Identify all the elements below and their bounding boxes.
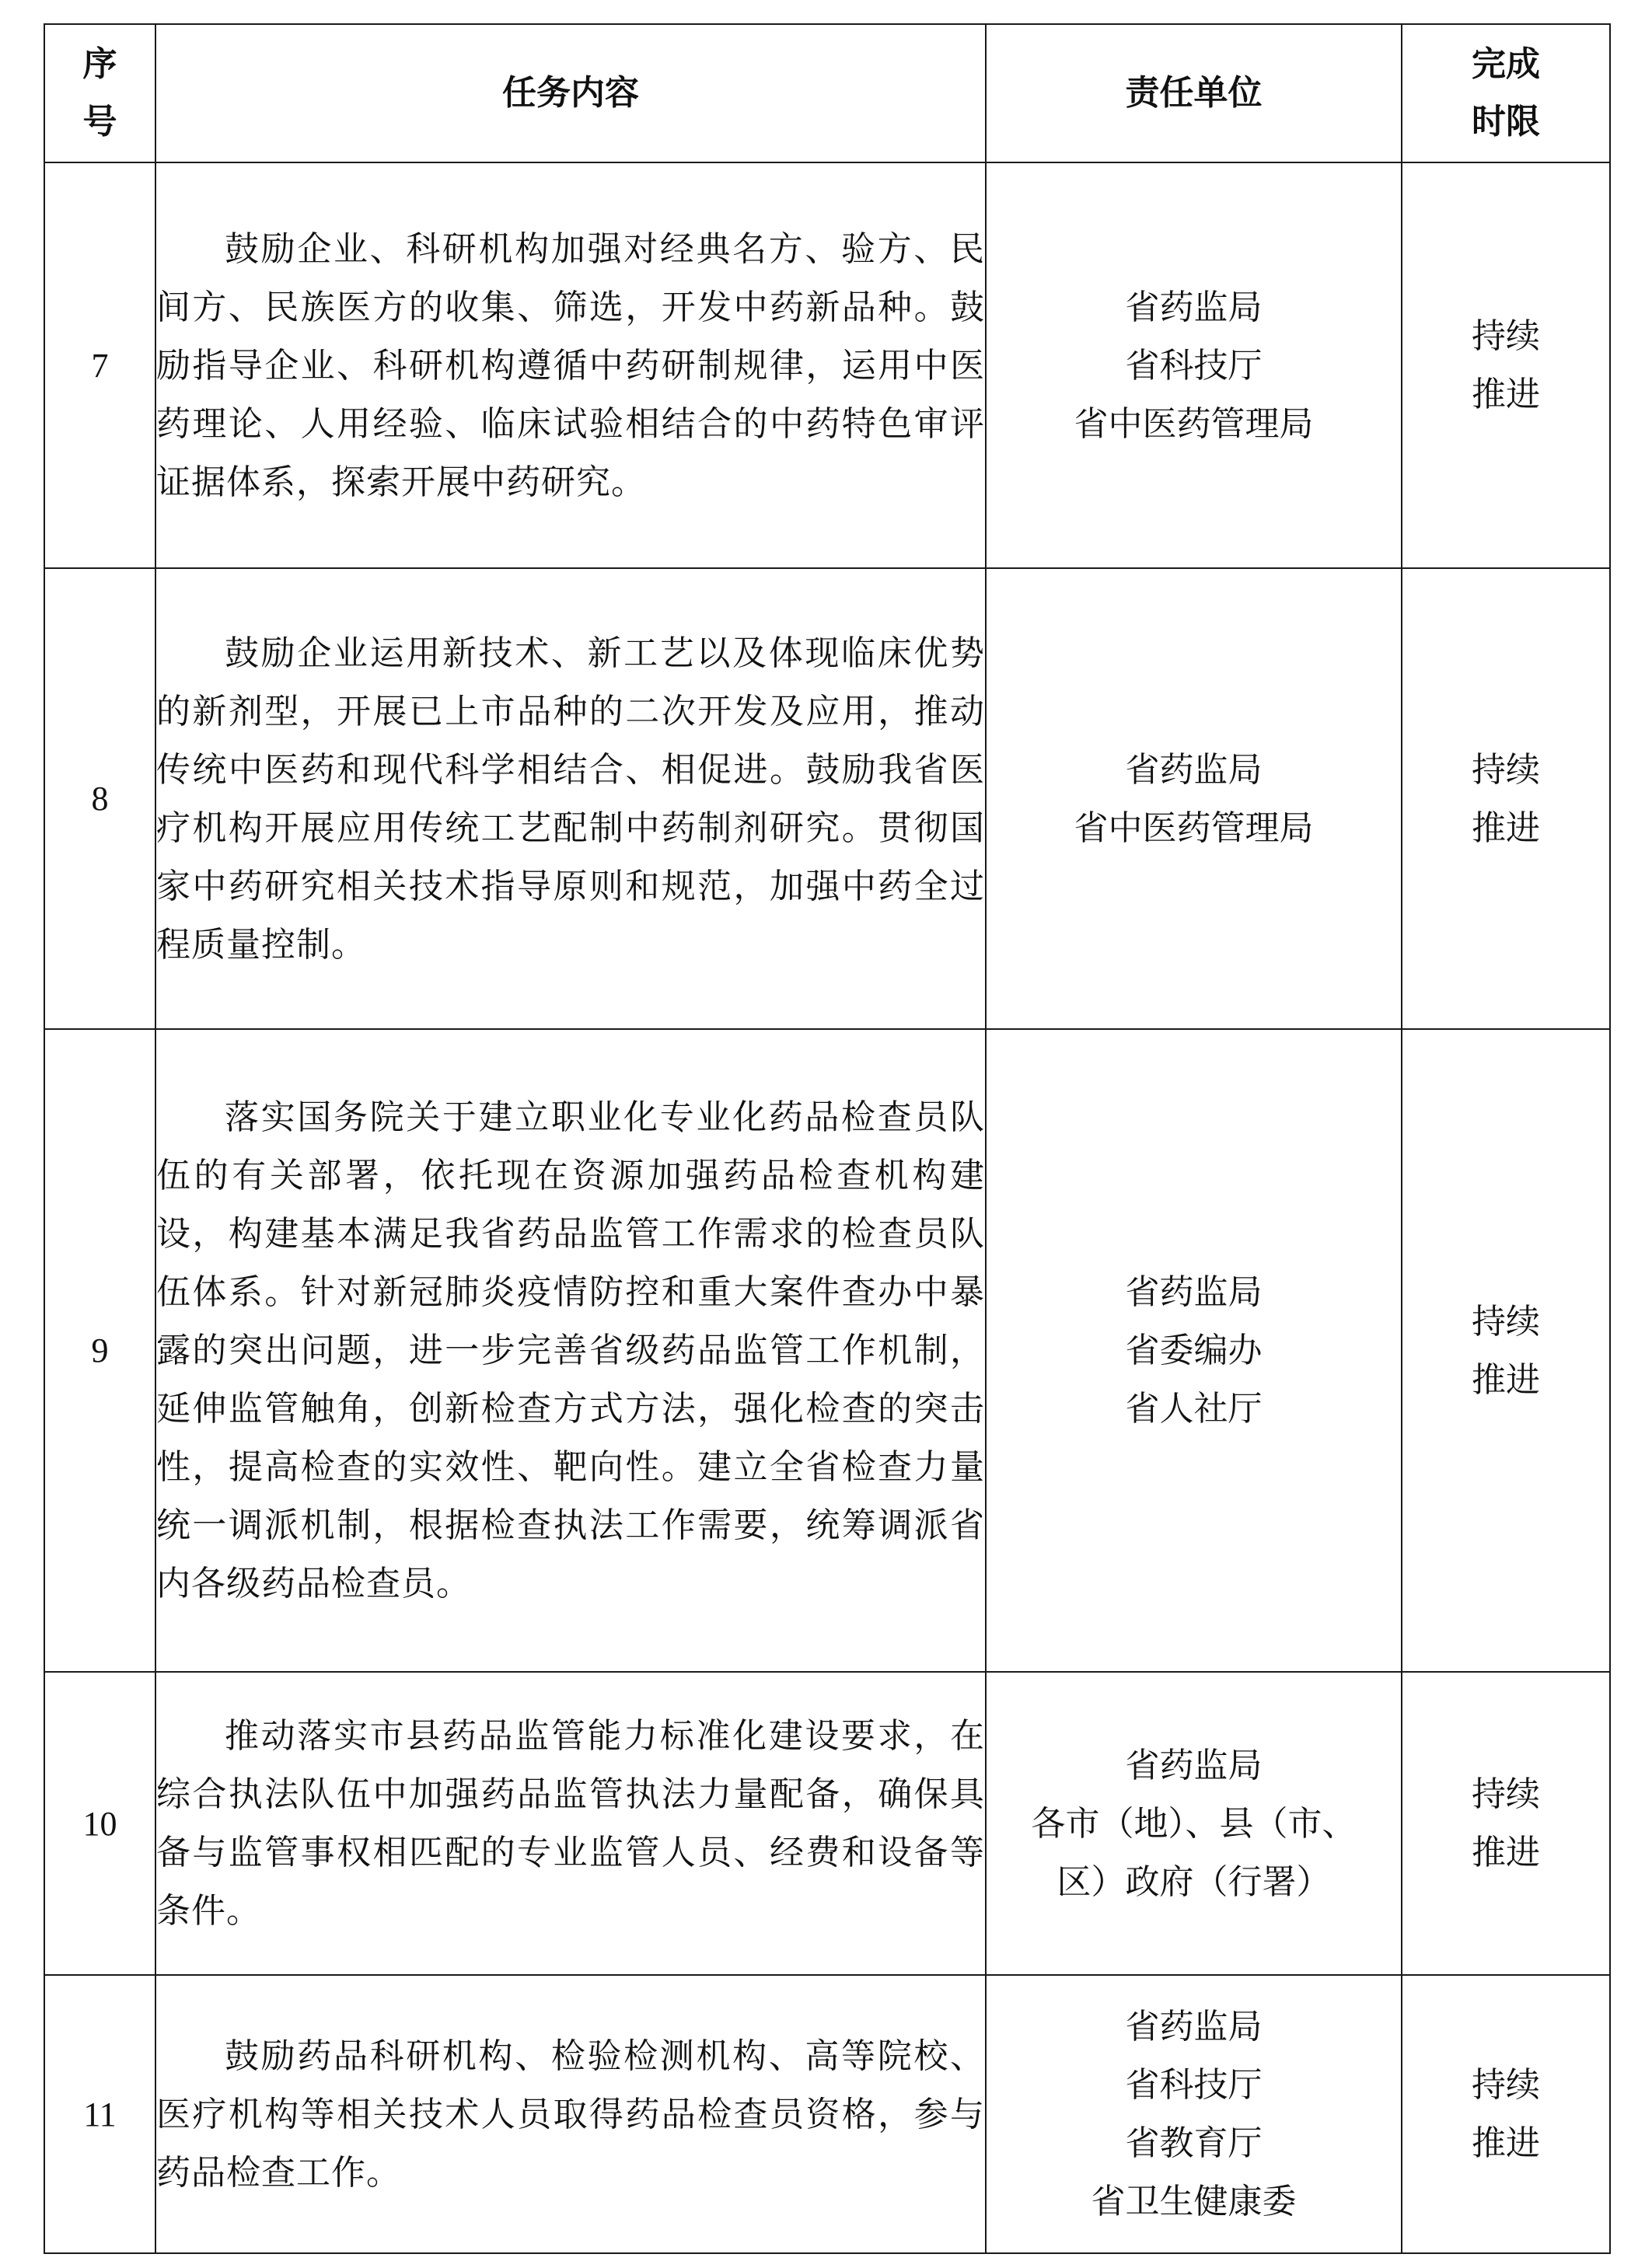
unit-item: 省科技厅 — [1125, 345, 1263, 386]
deadline-line-2: 推进 — [1472, 808, 1540, 848]
table-row — [44, 162, 1610, 568]
deadline-line-2: 推进 — [1472, 1359, 1540, 1400]
header-time-line-1: 完成 — [1472, 44, 1540, 84]
header-time-line-2: 时限 — [1472, 102, 1540, 141]
row-number: 9 — [44, 1029, 155, 1672]
deadline — [1402, 1975, 1610, 2253]
responsible-units — [986, 162, 1402, 568]
unit-item: 省中医药管理局 — [1074, 403, 1314, 444]
header-unit: 责任单位 — [986, 24, 1402, 162]
task-content: 落实国务院关于建立职业化专业化药品检查员队伍的有关部署，依托现在资源加强药品检查机构建设，构建基本满足我省药品监管工作需求的检查员队伍体系。针对新冠肺炎疫情防控和重大案件查办中暴露的突出问题，进一步完善省级药品监管工作机制，延伸监管触角，创新检查方式方法，强化检查的突击性，提高检查的实效性、靶向性。建立全省检查力量统一调派机制，根据检查执法工作需要，统筹调派省内各级药品检查员。 — [155, 1029, 986, 1672]
header-row — [44, 24, 1610, 162]
row-number: 8 — [44, 568, 155, 1029]
header-no-line-1: 序 — [82, 44, 117, 84]
responsible-units — [986, 568, 1402, 1029]
deadline-line-2: 推进 — [1472, 1833, 1540, 1872]
unit-item: 省委编办 — [1125, 1331, 1263, 1370]
deadline-line-1: 持续 — [1472, 1774, 1540, 1814]
unit-item: 区）政府（行署） — [1057, 1862, 1331, 1902]
row-number: 10 — [44, 1672, 155, 1975]
unit-item: 省药监局 — [1125, 2007, 1263, 2046]
unit-item: 省人社厅 — [1125, 1389, 1263, 1429]
deadline-line-2: 推进 — [1472, 2123, 1540, 2163]
deadline — [1402, 1672, 1610, 1975]
table-row — [44, 1672, 1610, 1975]
unit-item: 省中医药管理局 — [1074, 808, 1314, 848]
unit-item: 省药监局 — [1125, 749, 1263, 790]
task-content: 鼓励药品科研机构、检验检测机构、高等院校、医疗机构等相关技术人员取得药品检查员资格，参与药品检查工作。 — [155, 1975, 986, 2253]
header-no — [44, 24, 155, 162]
unit-item: 省卫生健康委 — [1091, 2182, 1297, 2221]
table-row — [44, 568, 1610, 1029]
deadline-line-1: 持续 — [1472, 749, 1540, 790]
unit-item: 省药监局 — [1125, 1272, 1263, 1312]
row-number: 11 — [44, 1975, 155, 2253]
responsible-units — [986, 1672, 1402, 1975]
responsible-units — [986, 1029, 1402, 1672]
task-content: 鼓励企业、科研机构加强对经典名方、验方、民间方、民族医方的收集、筛选，开发中药新品种。鼓励指导企业、科研机构遵循中药研制规律，运用中医药理论、人用经验、临床试验相结合的中药特色审评证据体系，探索开展中药研究。 — [155, 162, 986, 568]
deadline — [1402, 1029, 1610, 1672]
row-number: 7 — [44, 162, 155, 568]
deadline-line-1: 持续 — [1472, 2065, 1540, 2105]
responsible-units — [986, 1975, 1402, 2253]
deadline — [1402, 568, 1610, 1029]
unit-item: 省药监局 — [1125, 1745, 1263, 1785]
unit-item: 省药监局 — [1125, 287, 1263, 327]
deadline-line-1: 持续 — [1472, 1301, 1540, 1342]
header-task: 任务内容 — [155, 24, 986, 162]
deadline — [1402, 162, 1610, 568]
deadline-line-1: 持续 — [1472, 316, 1540, 356]
deadline-line-2: 推进 — [1472, 375, 1540, 414]
unit-item: 省教育厅 — [1125, 2123, 1263, 2163]
table-row — [44, 1029, 1610, 1672]
header-no-line-2: 号 — [82, 102, 117, 141]
unit-item: 省科技厅 — [1125, 2065, 1263, 2105]
header-time — [1402, 24, 1610, 162]
task-content: 推动落实市县药品监管能力标准化建设要求，在综合执法队伍中加强药品监管执法力量配备，确保具备与监管事权相匹配的专业监管人员、经费和设备等条件。 — [155, 1672, 986, 1975]
task-content: 鼓励企业运用新技术、新工艺以及体现临床优势的新剂型，开展已上市品种的二次开发及应用，推动传统中医药和现代科学相结合、相促进。鼓励我省医疗机构开展应用传统工艺配制中药制剂研究。贯彻国家中药研究相关技术指导原则和规范，加强中药全过程质量控制。 — [155, 568, 986, 1029]
table-row — [44, 1975, 1610, 2253]
unit-item: 各市（地）、县（市、 — [1031, 1803, 1357, 1844]
task-table — [44, 23, 1611, 2254]
